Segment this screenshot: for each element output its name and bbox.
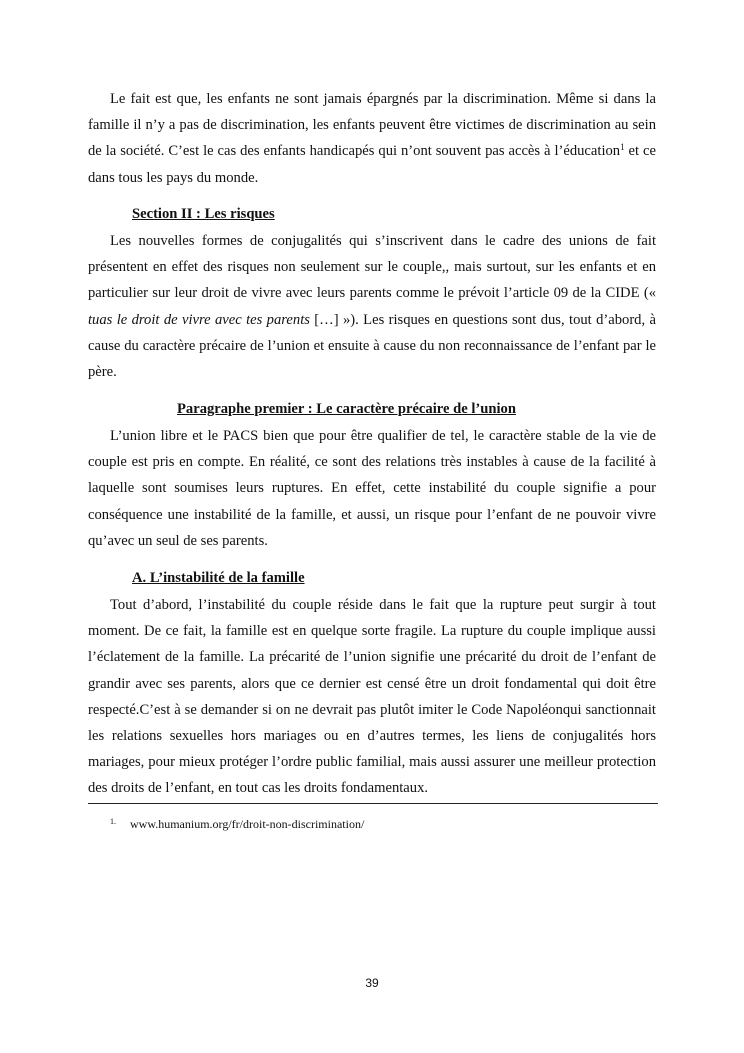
quoted-article-text: tuas le droit de vivre avec tes parents xyxy=(88,311,310,328)
paragraph-discrimination xyxy=(88,86,656,191)
paragraph-text: L’union libre et le PACS bien que pour être qualifier de tel, le caractère stable de la vie de couple est pris en compte. En réalité, ce sont des relations très instables à cause de la facilité à laquelle sont soumises leurs ruptures. En effet, cette instabilité du couple signifie a pour conséquence une instabilité de la famille, et aussi, un risque pour l’enfant de ne pouvoir vivre qu’avec un seul de ses parents. xyxy=(88,428,656,549)
subsection-heading-instabilite: A. L’instabilité de la famille xyxy=(132,570,305,586)
paragraph-precaire xyxy=(88,423,656,554)
paragraph-text-end: […] »). Les risques en questions sont dus, tout d’abord, à cause du caractère précaire de l’union et ensuite à cause du non reconnaissance de l’enfant par le père. xyxy=(88,311,656,381)
paragraph-heading-precaire: Paragraphe premier : Le caractère précaire de l’union xyxy=(177,401,516,417)
paragraph-risques xyxy=(88,228,656,385)
paragraph-text: Les nouvelles formes de conjugalités qui s’inscrivent dans le cadre des unions de fait présentent en effet des risques non seulement sur le couple,, mais surtout, sur les enfants et en particulier sur leur droit de vivre avec leurs parents comme le prévoit l’article 09 de la CIDE (« xyxy=(88,233,656,302)
paragraph-instabilite xyxy=(88,592,656,802)
footnote-link[interactable]: www.humanium.org/fr/droit-non-discrimination/ xyxy=(130,817,365,831)
paragraph-text-end: et ce dans tous les pays du monde. xyxy=(88,143,656,186)
footnote xyxy=(110,817,364,832)
footnote-marker: 1. xyxy=(110,817,116,826)
paragraph-text: Le fait est que, les enfants ne sont jamais épargnés par la discrimination. Même si dans la famille il n’y a pas de discrimination, les enfants peuvent être victimes de discrimination au sein de la société. C’est le cas des enfants handicapés qui n’ont souvent pas accès à l’éducation xyxy=(88,91,656,160)
paragraph-text: Tout d’abord, l’instabilité du couple réside dans le fait que la rupture peut surgir à tout moment. De ce fait, la famille est en quelque sorte fragile. La rupture du couple implique aussi l’éclatement de la famille. La précarité de l’union signifie une précarité du droit de l’enfant de grandir avec ses parents, alors que ce dernier est censé être un droit fondamental qui doit être respecté.C’est à se demander si on ne devrait pas plutôt imiter le Code Napoléonqui sanctionnait les relations sexuelles hors mariages ou en d’autres termes, les liens de conjugalités hors mariages, pour mieux protéger l’ordre public familial, mais aussi assurer une meilleur protection des droits de l’enfant, en tout cas les droits fondamentaux. xyxy=(88,597,656,797)
section-heading-risques: Section II : Les risques xyxy=(132,206,275,222)
footnote-reference[interactable]: 1 xyxy=(620,142,625,153)
footnote-separator xyxy=(88,803,658,804)
page-number: 39 xyxy=(365,976,379,990)
